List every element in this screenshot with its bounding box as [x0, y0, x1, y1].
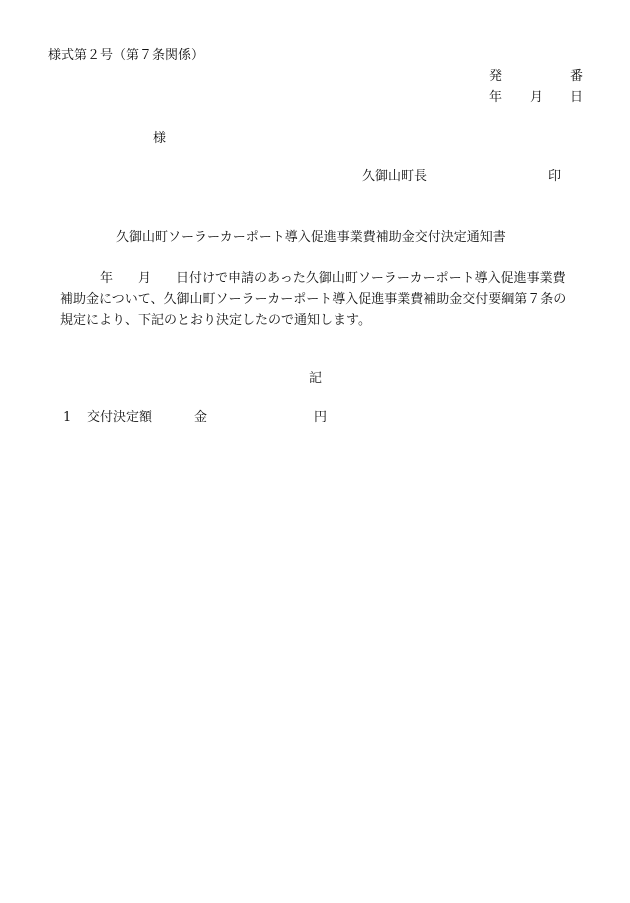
body-month-label: 月 — [138, 271, 152, 286]
body-paragraph — [60, 268, 586, 331]
body-year-label: 年 — [100, 271, 114, 286]
body-line-3: 規定により、下記のとおり決定したので通知します。 — [60, 313, 371, 328]
amount-prefix: 金 — [194, 410, 208, 425]
seal-mark: 印 — [548, 169, 562, 184]
date-month-label: 月 — [530, 90, 544, 105]
addressee-honorific: 様 — [153, 131, 167, 146]
item-label: 交付決定額 — [87, 410, 153, 425]
form-number: 様式第２号（第７条関係） — [48, 48, 205, 63]
ki-heading: 記 — [309, 371, 323, 386]
item-number: 1 — [63, 410, 72, 425]
body-line-2: 補助金について、久御山町ソーラーカーポート導入促進事業費補助金交付要綱第７条の — [60, 292, 567, 307]
date-day-label: 日 — [570, 90, 584, 105]
date-year-label: 年 — [489, 90, 503, 105]
document-title: 久御山町ソーラーカーポート導入促進事業費補助金交付決定通知書 — [116, 230, 506, 245]
amount-unit: 円 — [314, 410, 328, 425]
issuer-mayor: 久御山町長 — [362, 169, 428, 184]
body-line-1-text: 日付けで申請のあった久御山町ソーラーカーポート導入促進事業費 — [176, 271, 566, 286]
issue-label-hatsu: 発 — [489, 69, 503, 84]
issue-label-ban: 番 — [570, 69, 584, 84]
body-line-1 — [60, 268, 586, 289]
